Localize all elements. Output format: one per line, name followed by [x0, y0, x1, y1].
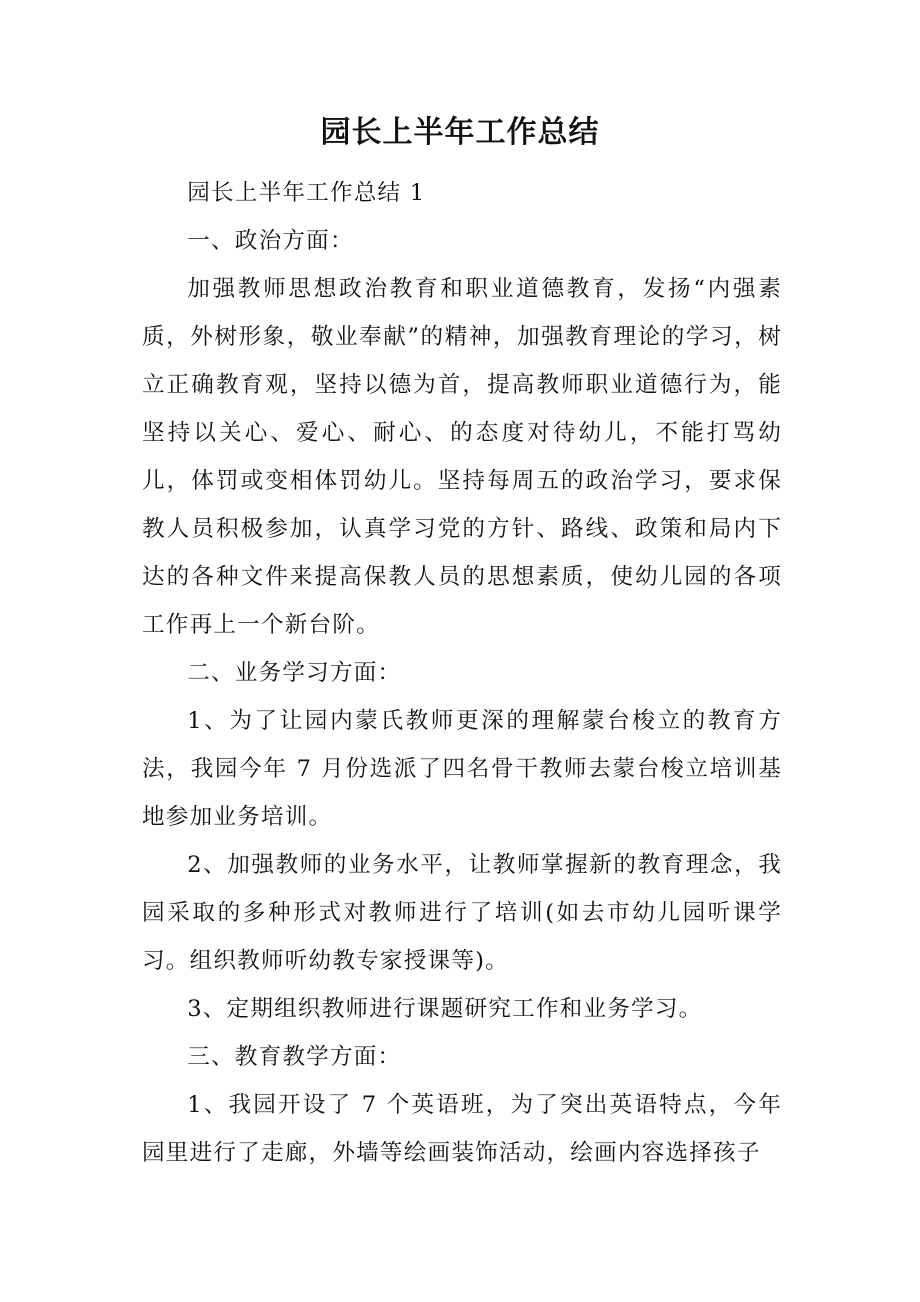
paragraph-teaching-1: 1、我园开设了 7 个英语班，为了突出英语特点，今年园里进行了走廊，外墙等绘画装饰活动，绘画内容选择孩子 [142, 1092, 782, 1166]
document-body [142, 169, 782, 1177]
paragraph-study-2: 2、加强教师的业务水平，让教师掌握新的教育理念，我园采取的多种形式对教师进行了培训(如去市幼儿园听课学习。组织教师听幼教专家授课等)。 [142, 852, 782, 974]
section-heading-professional-study: 二、业务学习方面： [187, 660, 402, 686]
document-title: 园长上半年工作总结 [320, 115, 600, 150]
paragraph-study-3: 3、定期组织教师进行课题研究工作和业务学习。 [187, 996, 703, 1022]
section-heading-politics: 一、政治方面： [187, 228, 354, 254]
paragraph-study-1: 1、为了让园内蒙氏教师更深的理解蒙台梭立的教育方法，我园今年 7 月份选派了四名骨干教师去蒙台梭立培训基地参加业务培训。 [142, 708, 782, 830]
paragraph-politics: 加强教师思想政治教育和职业道德教育，发扬“内强素质，外树形象，敬业奉献”的精神，加强教育理论的学习，树立正确教育观，坚持以德为首，提高教师职业道德行为，能坚持以关心、爱心、耐心、的态度对待幼儿，不能打骂幼儿，体罚或变相体罚幼儿。坚持每周五的政治学习，要求保教人员积极参加，认真学习党的方针、路线、政策和局内下达的各种文件来提高保教人员的思想素质，使幼儿园的各项工作再上一个新台阶。 [142, 276, 782, 638]
section-heading-teaching: 三、教育教学方面： [187, 1044, 402, 1070]
section-heading-report-number: 园长上半年工作总结 1 [187, 180, 426, 206]
